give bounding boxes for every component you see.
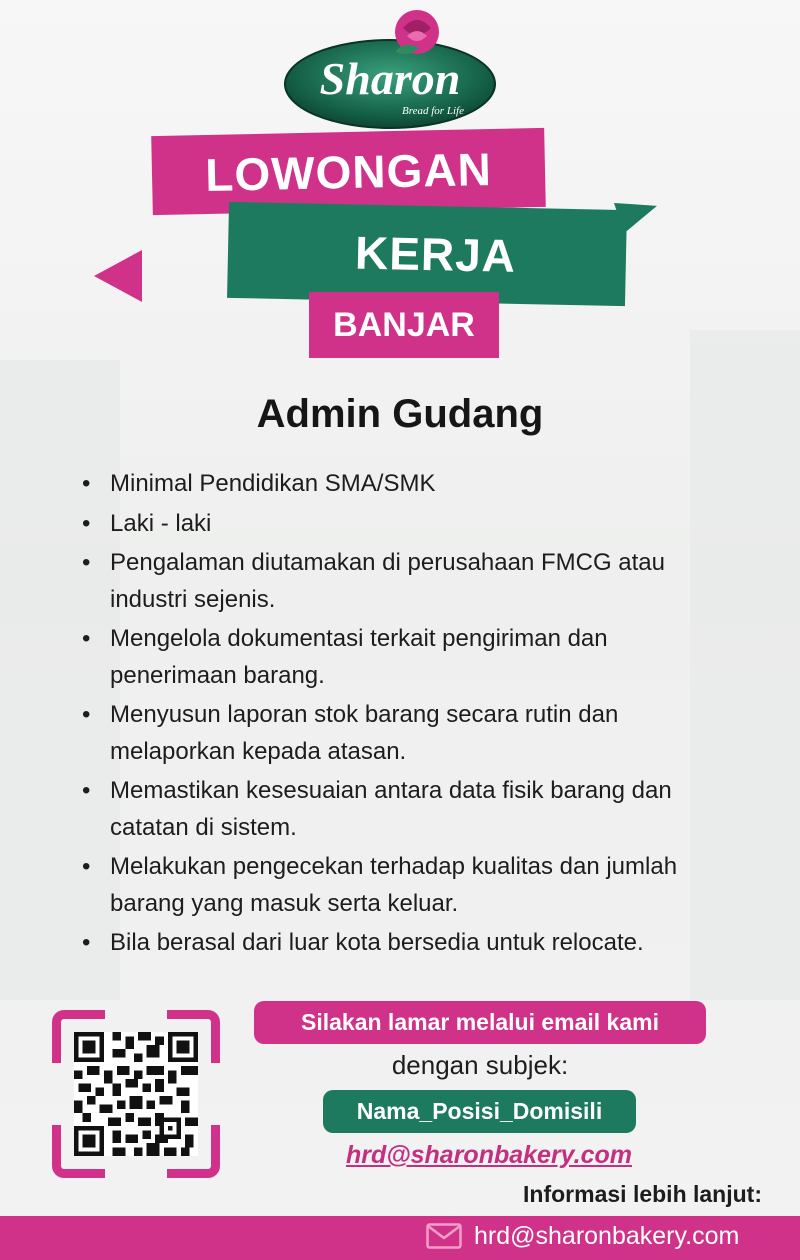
banner-location (309, 292, 499, 358)
apply-cta-badge (254, 1001, 706, 1044)
requirement-item: • Menyusun laporan stok barang secara rutin dan melaporkan kepada atasan. (80, 697, 730, 770)
requirement-item: • Melakukan pengecekan terhadap kualitas dan jumlah barang yang masuk serta keluar. (80, 849, 730, 922)
mail-icon (426, 1223, 462, 1249)
sharon-logo (283, 6, 497, 130)
apply-email-link[interactable]: hrd@sharonbakery.com (345, 1141, 633, 1169)
decorative-triangle-pink (94, 250, 142, 302)
rose-icon (395, 10, 439, 54)
svg-text:Bread for Life: Bread for Life (402, 105, 464, 117)
qr-code-icon[interactable] (74, 1032, 198, 1156)
apply-cta-label: Silakan lamar melalui email kami (301, 1009, 659, 1035)
qr-code-frame (52, 1010, 220, 1178)
footer-email[interactable]: hrd@sharonbakery.com (474, 1222, 740, 1250)
requirement-item: • Pengalaman diutamakan di perusahaan FMCG atau industri sejenis. (80, 545, 730, 618)
requirement-item: • Minimal Pendidikan SMA/SMK (80, 466, 730, 503)
banner-lowongan (151, 128, 546, 215)
requirement-item: • Laki - laki (80, 506, 730, 543)
banner-line1: LOWONGAN (204, 142, 493, 201)
subject-format-badge (323, 1090, 636, 1133)
svg-text:Sharon: Sharon (319, 53, 461, 104)
position-title: Admin Gudang (256, 392, 544, 436)
requirement-item: • Memastikan kesesuaian antara data fisik barang dan catatan di sistem. (80, 773, 730, 846)
requirement-item: • Mengelola dokumentasi terkait pengiriman dan penerimaan barang. (80, 621, 730, 694)
subject-label: dengan subjek: (391, 1050, 569, 1080)
banner-line2: KERJA (354, 226, 517, 282)
banner-kerja (227, 202, 627, 306)
subject-format-label: Nama_Posisi_Domisili (356, 1098, 603, 1124)
more-info-label: Informasi lebih lanjut: (523, 1181, 762, 1207)
requirements-list (80, 466, 730, 965)
requirement-item: • Bila berasal dari luar kota bersedia untuk relocate. (80, 925, 730, 962)
location-label: BANJAR (333, 305, 475, 344)
